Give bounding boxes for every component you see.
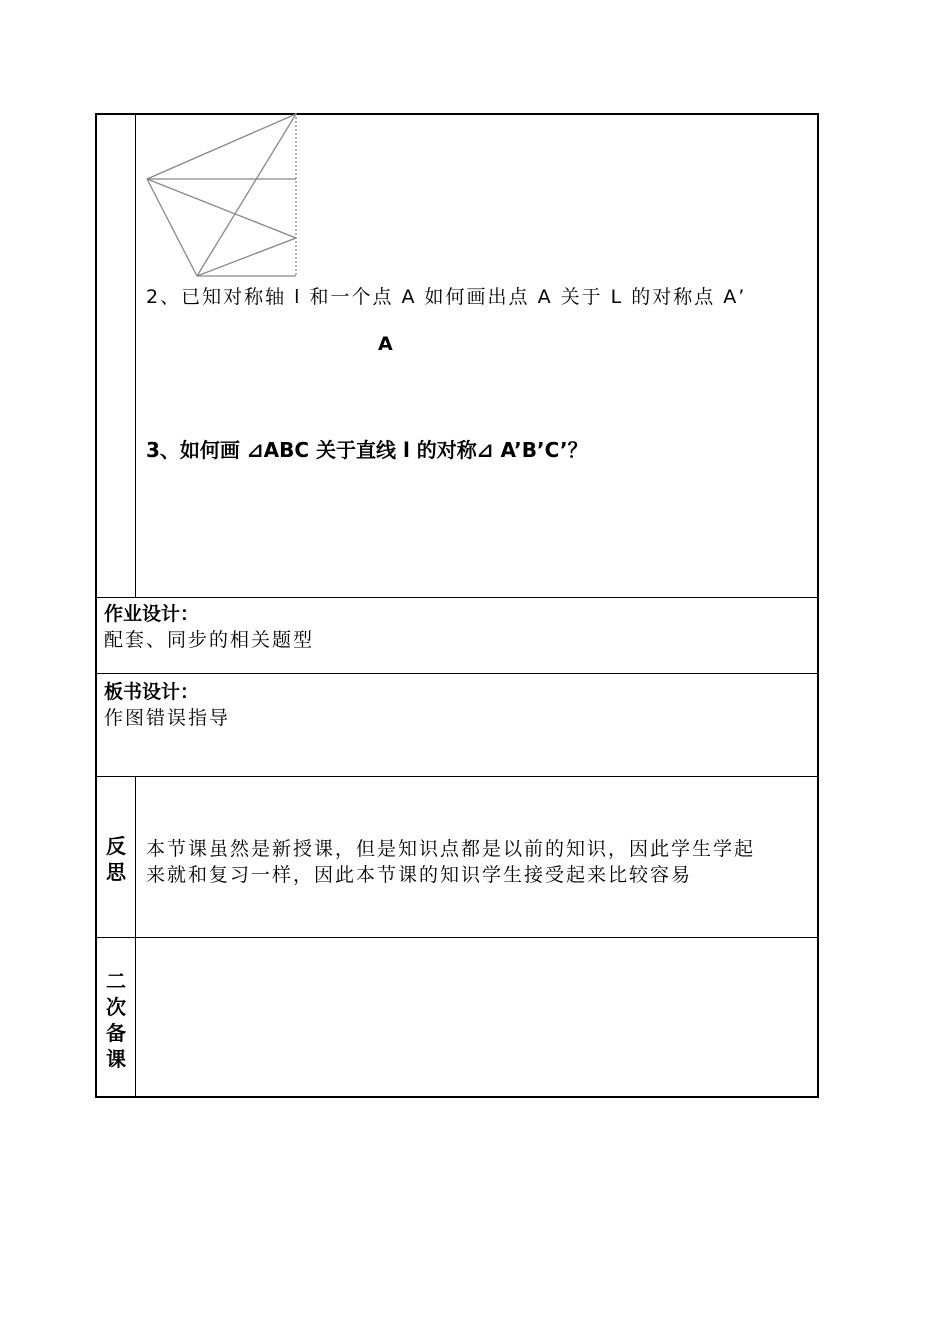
row-divider <box>97 937 817 938</box>
reflection-line-2: 来就和复习一样，因此本节课的知识学生接受起来比较容易 <box>146 864 693 886</box>
second-prep-label-char: 课 <box>106 1047 126 1071</box>
question-2: 2、已知对称轴 l 和一个点 A 如何画出点 A 关于 L 的对称点 A’ <box>146 286 747 308</box>
reflection-label <box>96 833 136 885</box>
second-prep-label <box>96 968 136 1072</box>
second-prep-label-char: 备 <box>106 1021 126 1045</box>
homework-content: 配套、同步的相关题型 <box>104 629 315 651</box>
reflection-line-1: 本节课虽然是新授课，但是知识点都是以前的知识，因此学生学起 <box>146 838 756 860</box>
row-divider <box>97 597 817 598</box>
figure-line <box>147 179 197 276</box>
row-divider <box>97 776 817 777</box>
blackboard-title: 板书设计： <box>104 681 200 703</box>
reflection-label-char: 思 <box>106 860 126 884</box>
figure-line <box>147 114 296 179</box>
column-divider <box>135 115 136 597</box>
question-3: 3、如何画 ⊿ABC 关于直线 l 的对称⊿ A’B’C’？ <box>146 438 588 462</box>
point-label: A <box>378 333 393 355</box>
second-prep-label-char: 二 <box>106 969 126 993</box>
figure-line <box>197 238 296 276</box>
figure-line <box>147 179 296 238</box>
second-prep-label-char: 次 <box>106 995 126 1019</box>
row-divider <box>97 673 817 674</box>
homework-title: 作业设计： <box>104 603 200 625</box>
figure-line <box>197 114 296 276</box>
reflection-label-char: 反 <box>106 834 126 858</box>
blackboard-content: 作图错误指导 <box>104 707 231 729</box>
symmetry-figure <box>140 113 310 283</box>
